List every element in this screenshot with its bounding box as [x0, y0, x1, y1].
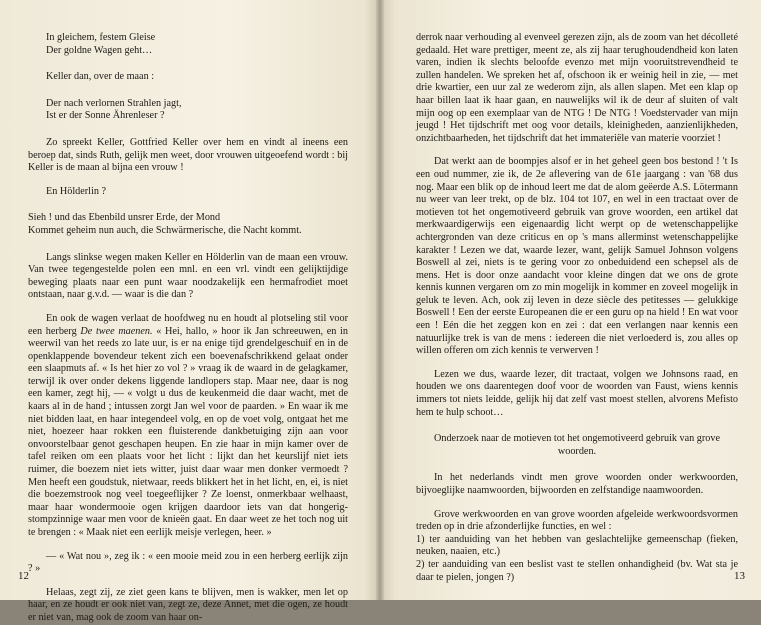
paragraph: Langs slinkse wegen maken Keller en Hölderlin van de maan een vrouw. Van twee tegengestelde polen een mnl. en een vrl. vindt een gelijktijdige beweging plaats naar een punt waar noodzakelijk een hermafrodiet moet ontstaan, naar g.v.d. — waar is die dan ?: [28, 251, 348, 301]
paragraph: Grove werkwoorden en van grove woorden afgeleide werkwoordsvormen treden op in drie afzonderlijke functies, en wel :: [416, 508, 738, 533]
paragraph: Keller dan, over de maan :: [46, 71, 155, 83]
paragraph: Lezen we dus, waarde lezer, dit tractaat, volgen we Johnsons raad, en houden we ons daarentegen doof voor de woorden van Faust, wiens kennis immers tot niets leidde, gelijk hij dat zelf vast moest stellen, alvorens Mefisto hem te hulp schoot…: [416, 368, 738, 418]
paragraph-text: « Hei, hallo, » hoor ik Jan schreeuwen, en in weerwil van het reeds zo late uur, is er na enige tijd grendelgeschuif en in de openklappende bovendeur tekent zich een boevenafschrikkend gelaat onder een slaapmuts af. « Is het hier zo vol ? » vraag ik de waard in de gelagkamer, terwijl ik over onder dekens liggende landlopers stap. Maar nee, daar is nog een kamer, zegt hij, — « volgt u dus de keukenmeid die daar wacht, met de kaars al in de hand ; intussen zorgt Jan wel voor de paarden. » En waar ik me niet bidden laat, en haar integendeel volg, en op de voet volg, ontgaat het me niet, hoezeer haar rokken een fluisterende dankbetuiging zijn aan voor onvoorstelbaar genot geschapen heupen. En zie haar in mijn kamer over de tafel reiken om een plaats voor het licht : lijkt dan het keurslijf niet iets ruimer, die boezem niet iets witter, juist daar waar men donker vermoedt ? Men heeft een goudstuk, nietwaar, reeds blikkert het in het licht, en, ei, is niet die boezemstrook nog veel toegeeflijker ? Ze loenst, onmerkbaar welhaast, maar haar wondermooie ogen krijgen daardoor iets van dat hongerig-stompzinnige waar men voor de knieën gaat. En daar weet ze het toch nog uit te brengen : « Maak niet een eerlijk meisje verlegen, heer. »: [28, 325, 348, 538]
list-item: 2) ter aanduiding van een beslist vast te stellen onhandigheid (bv. Wat sta je daar te pielen, jongen ?): [416, 558, 738, 583]
paragraph: — « Wat nou », zeg ik : « een mooie meid zou in een herberg eerlijk zijn ? »: [28, 550, 348, 575]
list-item: 1) ter aanduiding van het hebben van geslachtelijke gemeenschap (fieken, neuken, naaien, etc.): [416, 533, 738, 558]
page-number: 13: [734, 570, 745, 582]
verse-line: Sieh ! und das Ebenbild unsrer Erde, der Mond: [28, 212, 221, 224]
verse-line: Der nach verlornen Strahlen jagt,: [46, 97, 182, 109]
section-heading: Onderzoek naar de motieven tot het ongemotiveerd gebruik van grove woorden.: [434, 433, 720, 457]
left-page-text: [28, 32, 348, 625]
right-page-text: [416, 32, 738, 584]
verse-line: In gleichem, festem Gleise: [46, 32, 156, 43]
left-page: [0, 0, 380, 623]
inn-name: De twee maenen.: [80, 325, 153, 337]
paragraph: En Hölderlin ?: [46, 185, 106, 197]
verse-line: Der goldne Wagen geht…: [46, 44, 153, 56]
paragraph: Helaas, zegt zij, ze ziet geen kans te blijven, men is wakker, men let op haar, en ze houdt er ook niet van, zegt ze, deze Annet, met die ogen, ze houdt er niet van, mag ook de zoom van haar on-: [28, 586, 348, 623]
paragraph: derrok naar verhouding al evenveel gerezen zijn, als de zoom van het décolleté gedaald. Het ware prettiger, meent ze, als zij haar terughoudendheid kon laten varen, indien ik slechts beloofde evenzo met mijn vooruitstrevendheid te zullen handelen. We spreken het af, ofschoon ik er weinig heil in zie, — met drie kwartier, een uur zal ze wederom zijn, als allen slapen. Met een klap op haar billen laat ik haar gaan, en nauwelijks wil ik de deur af sluiten of valt mijn oog op een exemplaar van de NTG ! De NTG ! Voedstervader van mijn jeugd ! Het tijdschrift met oog voor details, kleinigheden, aanzienlijkheden, onzichtbaarheden, het tijdschrift dat het immateriële van materie voorziet !: [416, 32, 738, 144]
paragraph: In het nederlands vindt men grove woorden onder werkwoorden, bijvoeglijke naamwoorden, bijwoorden en zelfstandige naamwoorden.: [416, 472, 738, 496]
paragraph: Dat werkt aan de boompjes alsof er in het geheel geen bos bestond ! 't Is een oud nummer, zie ik, de 2e aflevering van de 61e jaargang : van '68 dus nog. Maar een blik op de inhoud leert me dat de alom geëerde A.S. Lötermann nu weer van leer trekt, op de blz. 104 tot 107, en wel in een tractaat over de motieven tot het ongemotiveerd gebruik van grove woorden, een artikel dat merkwaardigerwijs een eigenaardig licht werpt op de wetenschappelijke achtergronden van deze criticus en op 's mans allerminst wetenschappelijke karakter ! Lezen we dat, waarde lezer, want, gelijk Samuel Johnson volgens Boswell al zei, niets is te gering voor zo onbeduidend een schepsel als de mens. Het is door onze aandacht voor kleine dingen dat we ons de grote kennis kunnen vergaren om zo min mogelijk in kommer en zoveel mogelijk in geluk te leven. Ach, ook zij leven in deze siècle des petitesses — gelukkige Boswell ! Een der eerste Europeanen die er een guru op na hield ! En wat voor een ! Eén die het zeggen kon en zei : dat een verlangen naar kennis een natuurlijke trek is van de mens : iedereen die niet verloederd is, zou alles op willen offeren om zich kennis te verwerven !: [416, 156, 738, 357]
paragraph: Zo spreekt Keller, Gottfried Keller over hem en vindt al ineens een beroep dat, sinds Ruth, gelijk men weet, door vrouwen uitgeoefend wordt : bij Keller is de maan al bijna een vrouw !: [28, 136, 348, 174]
verse-line: Ist er der Sonne Ährenleser ?: [46, 110, 165, 122]
paragraph: [28, 313, 348, 540]
page-number: 12: [18, 570, 29, 582]
book-gutter: [376, 0, 384, 600]
right-page: [380, 0, 761, 600]
paragraph-text: En ook de wagen verlaat de hoofdweg nu en houdt al plotseling stil voor een herberg: [28, 312, 348, 337]
verse-line: Kommet geheim nun auch, die Schwärmerische, die Nacht kommt.: [28, 224, 302, 236]
